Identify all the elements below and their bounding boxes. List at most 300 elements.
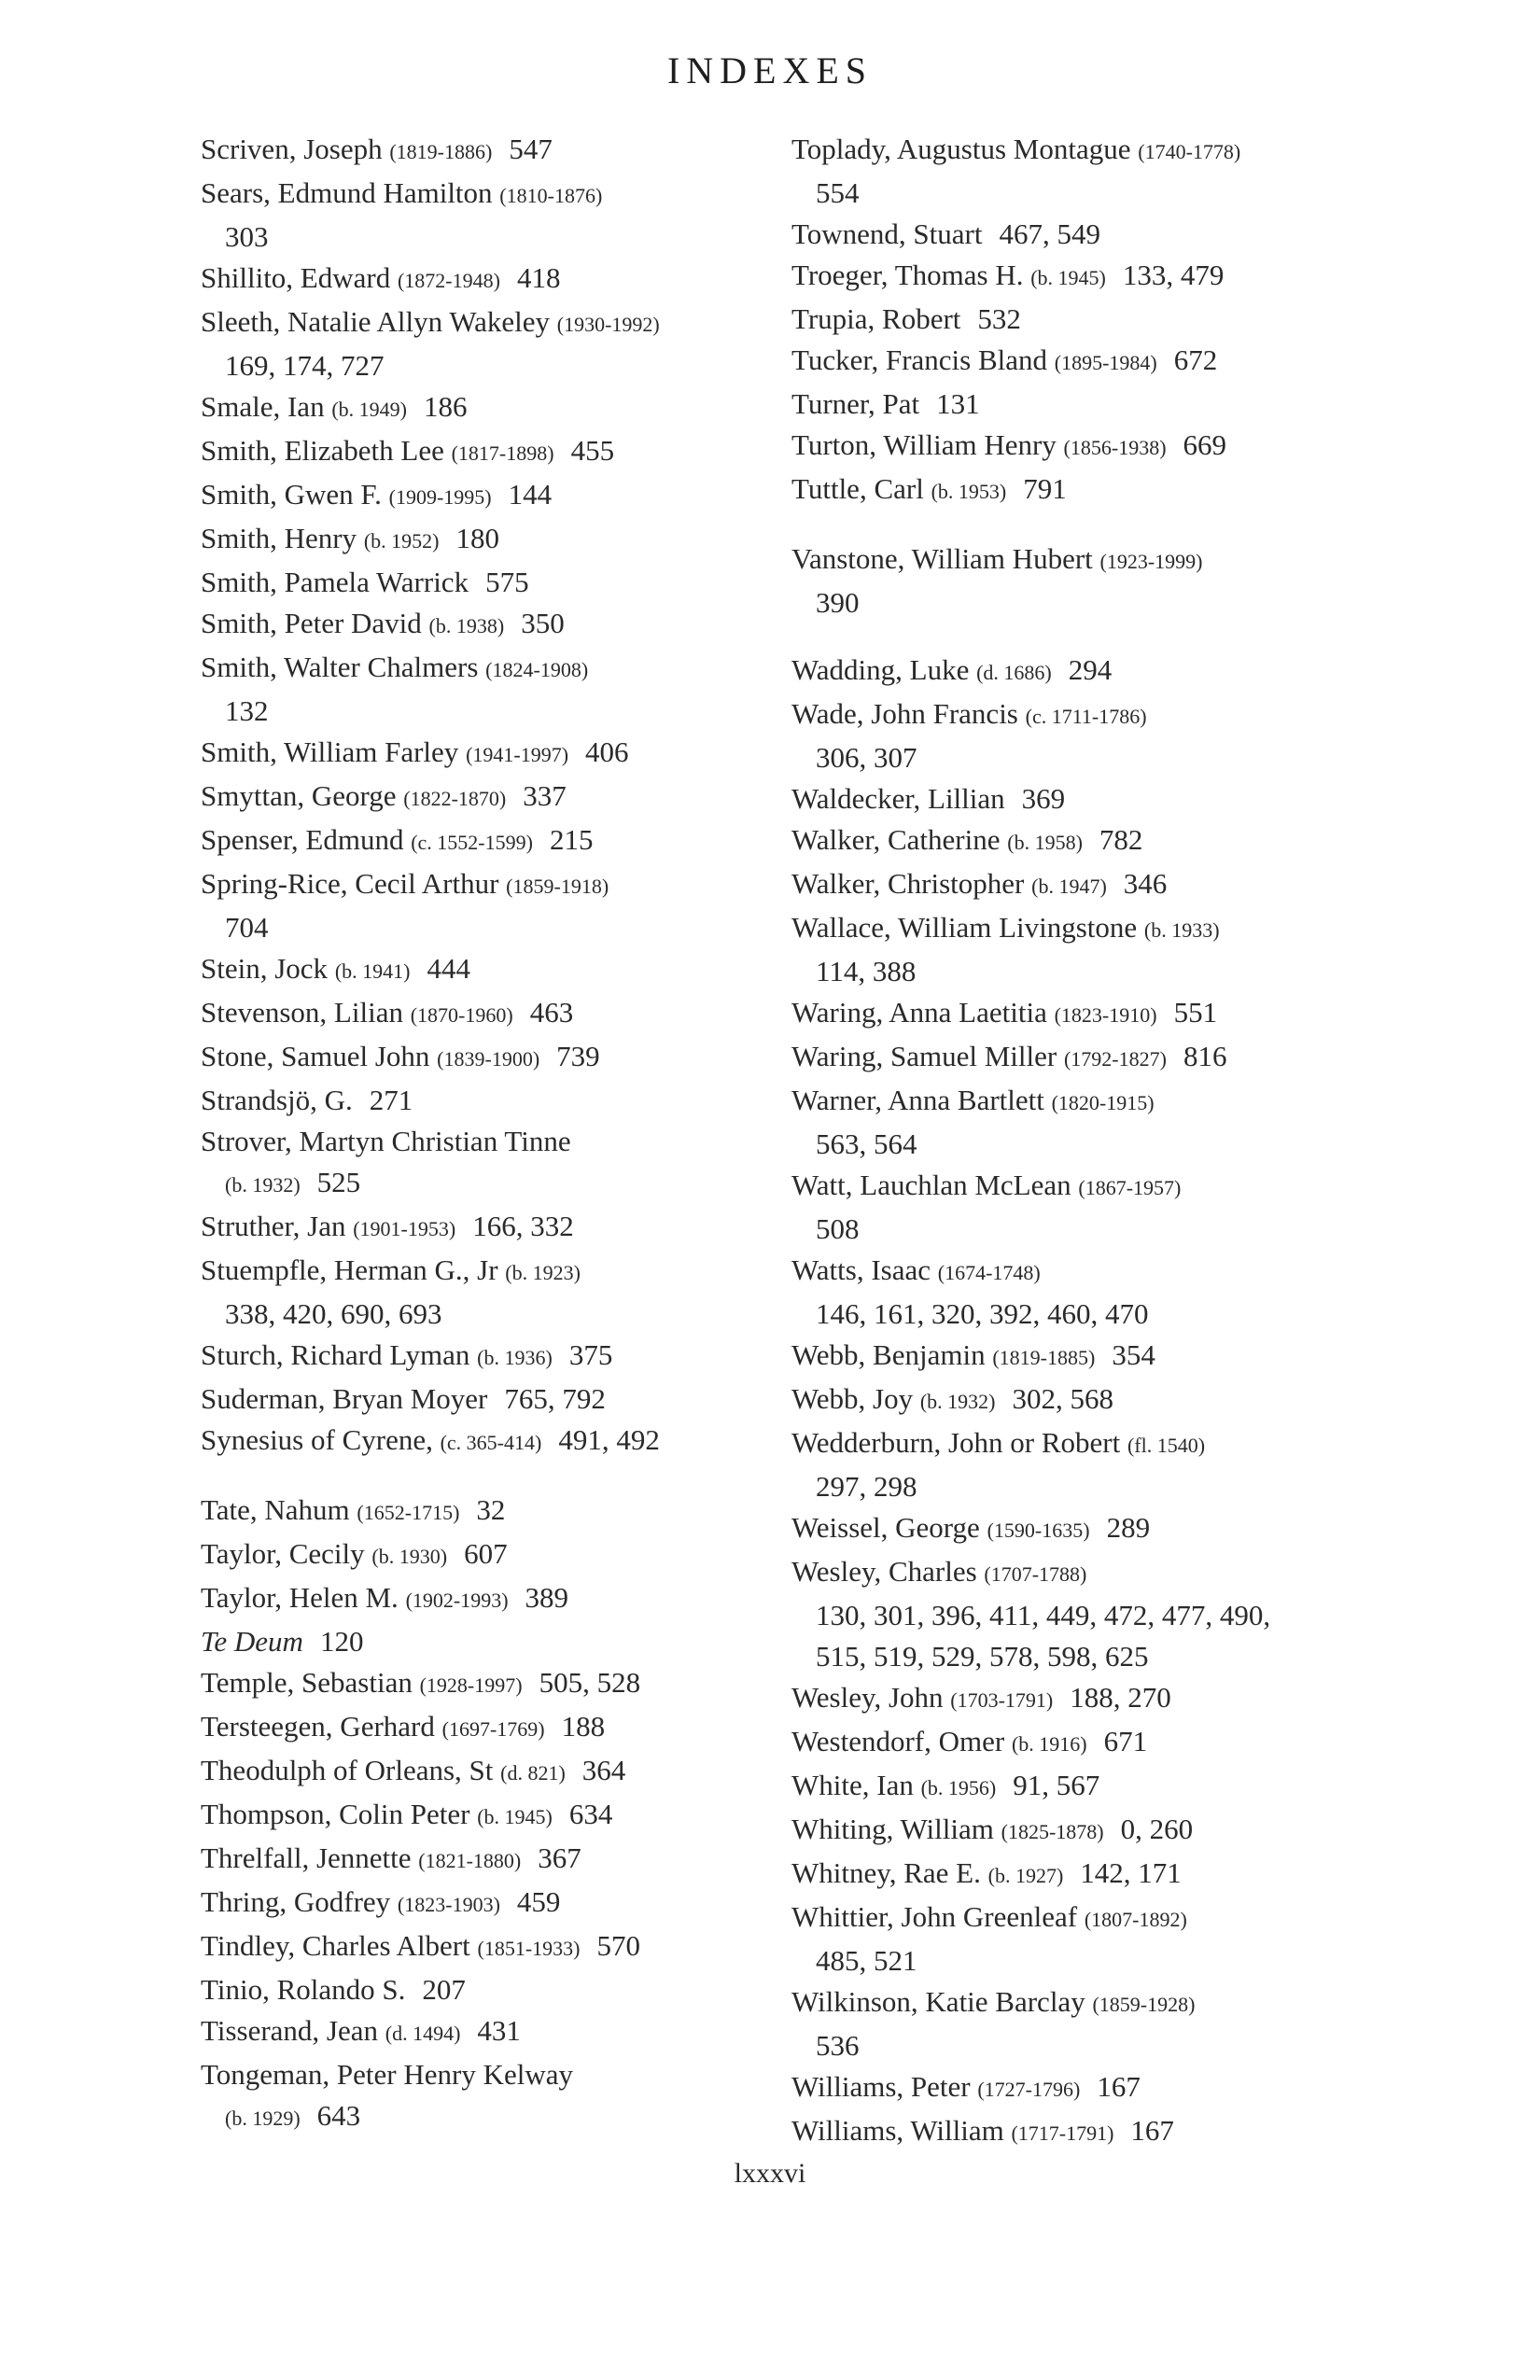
index-entry	[201, 1662, 807, 1706]
entry-name: Westendorf, Omer	[791, 1725, 1005, 1757]
index-entry	[201, 948, 807, 992]
entry-dates: (fl. 1540)	[1127, 1434, 1206, 1457]
index-entry	[201, 1420, 807, 1463]
entry-pages: 563, 564	[816, 1127, 917, 1160]
entry-dates: (b. 1945)	[1030, 266, 1106, 289]
index-entry	[201, 603, 807, 647]
entry-dates: (1674-1748)	[937, 1261, 1041, 1284]
entry-pages: 130, 301, 396, 411, 449, 472, 477, 490,	[816, 1599, 1271, 1631]
index-entry	[201, 1080, 807, 1121]
index-entry	[791, 2110, 1398, 2154]
entry-dates: (1930-1992)	[556, 313, 660, 336]
entry-pages: 669	[1183, 428, 1227, 461]
entry-name: Strover, Martyn Christian Tinne	[201, 1125, 571, 1157]
entry-pages: 337	[523, 779, 567, 812]
index-entry	[201, 301, 807, 386]
index-entry	[201, 863, 807, 948]
index-entry	[201, 1335, 807, 1379]
entry-pages: 547	[509, 133, 553, 165]
index-entry	[201, 129, 807, 173]
entry-name: Vanstone, William Hubert	[791, 542, 1093, 575]
entry-pages: 704	[225, 911, 269, 944]
entry-pages: 389	[525, 1581, 569, 1614]
entry-pages: 367	[538, 1841, 581, 1874]
index-entry	[791, 992, 1398, 1036]
entry-pages: 167	[1097, 2070, 1141, 2103]
entry-name: Tongeman, Peter Henry Kelway	[201, 2058, 573, 2091]
entry-pages: 607	[464, 1537, 508, 1570]
entry-name: Tindley, Charles Albert	[201, 1929, 470, 1962]
entry-dates: (1923-1999)	[1099, 550, 1203, 573]
entry-pages: 120	[319, 1625, 364, 1658]
entry-pages: 505, 528	[539, 1666, 641, 1699]
entry-dates: (b. 1956)	[920, 1776, 997, 1799]
entry-pages: 0, 260	[1120, 1813, 1194, 1845]
entry-dates: (1895-1984)	[1054, 351, 1157, 374]
entry-dates: (1901-1953)	[353, 1217, 456, 1240]
index-entry	[201, 1121, 807, 1206]
entry-pages: 459	[516, 1885, 561, 1918]
entry-dates: (1707-1788)	[984, 1562, 1087, 1586]
entry-continuation	[201, 217, 807, 258]
index-entry	[791, 1765, 1398, 1809]
entry-pages: 271	[369, 1084, 413, 1116]
entry-dates: (1859-1928)	[1092, 1993, 1196, 2016]
entry-continuation	[201, 2095, 807, 2139]
entry-name: Stein, Jock	[201, 952, 329, 985]
entry-dates: (d. 821)	[500, 1761, 566, 1785]
entry-name: Tisserand, Jean	[201, 2014, 379, 2047]
entry-pages: 375	[568, 1338, 613, 1371]
entry-dates: (1820-1915)	[1051, 1091, 1155, 1114]
entry-continuation	[791, 1466, 1398, 1507]
entry-pages: 575	[485, 566, 529, 598]
entry-dates: (d. 1686)	[976, 661, 1052, 684]
index-entry	[201, 562, 807, 603]
entry-dates: (b. 1945)	[477, 1805, 553, 1828]
entry-pages: 166, 332	[472, 1210, 574, 1242]
index-entry	[201, 1250, 807, 1335]
entry-name: Taylor, Helen M.	[201, 1581, 399, 1614]
entry-name: Turton, William Henry	[791, 428, 1057, 461]
entry-pages: 142, 171	[1080, 1856, 1182, 1889]
entry-name: Stevenson, Lilian	[201, 996, 403, 1029]
entry-pages: 525	[316, 1166, 361, 1198]
index-entry	[791, 778, 1398, 819]
entry-pages: 765, 792	[504, 1382, 606, 1415]
entry-continuation	[791, 737, 1398, 778]
entry-name: Strandsjö, G.	[201, 1084, 353, 1116]
entry-pages: 536	[816, 2029, 860, 2062]
entry-name: Whiting, William	[791, 1813, 994, 1845]
entry-pages: 114, 388	[816, 955, 917, 987]
entry-dates: (b. 1916)	[1011, 1732, 1087, 1756]
entry-pages: 350	[521, 607, 565, 639]
entry-pages: 169, 174, 727	[225, 349, 385, 382]
entry-name: Townend, Stuart	[791, 217, 983, 250]
index-column-right	[791, 129, 1398, 2154]
entry-name: Webb, Joy	[791, 1382, 914, 1415]
index-entry	[791, 1036, 1398, 1080]
index-entry	[791, 650, 1398, 693]
entry-pages: 186	[423, 390, 468, 423]
entry-name: Sleeth, Natalie Allyn Wakeley	[201, 305, 550, 338]
entry-pages: 289	[1106, 1511, 1151, 1544]
entry-name: Turner, Pat	[791, 387, 920, 420]
entry-pages: 532	[977, 302, 1021, 335]
entry-pages: 643	[316, 2099, 361, 2132]
index-column-left	[201, 129, 807, 2139]
index-entry	[201, 2010, 807, 2054]
index-entry	[791, 1853, 1398, 1897]
entry-name: Tersteegen, Gerhard	[201, 1710, 435, 1743]
entry-name: Wallace, William Livingstone	[791, 911, 1138, 944]
entry-dates: (b. 1932)	[919, 1390, 996, 1413]
index-entry	[791, 819, 1398, 863]
entry-pages: 816	[1183, 1040, 1227, 1072]
index-entry	[201, 776, 807, 819]
entry-pages: 463	[529, 996, 574, 1029]
index-entry	[791, 340, 1398, 384]
index-entry	[201, 173, 807, 258]
entry-name: Williams, William	[791, 2114, 1004, 2147]
index-entry	[791, 863, 1398, 907]
entry-dates: (1717-1791)	[1011, 2121, 1114, 2145]
entry-continuation	[791, 1209, 1398, 1250]
index-entry	[791, 469, 1398, 512]
entry-continuation	[201, 907, 807, 948]
entry-pages: 406	[585, 735, 629, 768]
entry-name: Tate, Nahum	[201, 1493, 350, 1526]
entry-name: Shillito, Edward	[201, 261, 391, 294]
entry-name: Suderman, Bryan Moyer	[201, 1382, 488, 1415]
entry-pages: 431	[477, 2014, 521, 2047]
entry-name: Smith, Pamela Warrick	[201, 566, 469, 598]
entry-pages: 485, 521	[816, 1944, 917, 1977]
entry-dates: (1928-1997)	[419, 1673, 523, 1697]
entry-name: Walker, Catherine	[791, 823, 1001, 856]
entry-continuation	[791, 1940, 1398, 1981]
entry-name: Waldecker, Lillian	[791, 782, 1005, 815]
entry-name: Warner, Anna Bartlett	[791, 1084, 1044, 1116]
index-entry	[201, 258, 807, 301]
entry-name: Smith, Peter David	[201, 607, 422, 639]
entry-dates: (1825-1878)	[1001, 1820, 1104, 1843]
index-entry	[791, 129, 1398, 214]
entry-continuation	[791, 1636, 1398, 1677]
entry-dates: (1821-1880)	[418, 1849, 522, 1872]
entry-pages: 132	[225, 694, 269, 727]
entry-name: Smith, William Farley	[201, 735, 459, 768]
entry-name: Wilkinson, Katie Barclay	[791, 1985, 1085, 2018]
entry-dates: (1810-1876)	[499, 184, 603, 207]
entry-name: Watts, Isaac	[791, 1253, 931, 1286]
entry-name: Stone, Samuel John	[201, 1040, 430, 1072]
entry-name: Spenser, Edmund	[201, 823, 404, 856]
entry-name: Synesius of Cyrene,	[201, 1423, 433, 1456]
letter-group-gap	[791, 623, 1398, 650]
index-entry	[201, 1706, 807, 1750]
entry-pages: 146, 161, 320, 392, 460, 470	[816, 1297, 1149, 1330]
entry-pages: 354	[1112, 1338, 1155, 1371]
entry-pages: 303	[225, 220, 269, 253]
entry-pages: 491, 492	[558, 1423, 660, 1456]
index-entry	[201, 1969, 807, 2010]
entry-pages: 346	[1123, 867, 1168, 900]
entry-dates: (b. 1941)	[334, 959, 411, 983]
entry-continuation	[201, 345, 807, 386]
entry-continuation	[791, 1294, 1398, 1335]
index-entry	[791, 907, 1398, 992]
index-entry	[201, 1206, 807, 1250]
index-entry	[201, 386, 807, 430]
entry-dates: (1590-1635)	[987, 1519, 1090, 1542]
entry-pages: 634	[568, 1798, 613, 1830]
index-entry	[201, 1750, 807, 1794]
entry-name: Troeger, Thomas H.	[791, 259, 1024, 291]
index-entry	[201, 1882, 807, 1925]
index-entry	[201, 430, 807, 474]
entry-name: Temple, Sebastian	[201, 1666, 413, 1699]
entry-pages: 467, 549	[999, 217, 1100, 250]
index-entry	[201, 819, 807, 863]
index-entry	[791, 2066, 1398, 2110]
entry-name: Wesley, Charles	[791, 1555, 977, 1588]
entry-name: Tucker, Francis Bland	[791, 343, 1048, 376]
entry-continuation	[201, 1162, 807, 1206]
index-entry	[791, 1422, 1398, 1507]
entry-continuation	[791, 2025, 1398, 2066]
entry-dates: (b. 1949)	[331, 398, 407, 421]
entry-dates: (1941-1997)	[466, 743, 569, 766]
entry-name: Sears, Edmund Hamilton	[201, 176, 493, 209]
entry-dates: (c. 365-414)	[440, 1431, 542, 1454]
entry-name: Toplady, Augustus Montague	[791, 133, 1131, 165]
entry-name: Te Deum	[201, 1625, 303, 1658]
entry-dates: (1902-1993)	[405, 1589, 509, 1612]
index-entry	[201, 1794, 807, 1838]
index-entry	[791, 1080, 1398, 1165]
index-entry	[201, 1577, 807, 1621]
running-head: INDEXES	[666, 49, 874, 91]
entry-pages: 32	[476, 1493, 506, 1526]
entry-continuation	[791, 951, 1398, 992]
index-entry	[791, 1809, 1398, 1853]
index-entry	[791, 1379, 1398, 1422]
index-entry	[201, 1533, 807, 1577]
entry-pages: 133, 479	[1122, 259, 1225, 291]
entry-pages: 508	[816, 1212, 860, 1245]
entry-dates: (1807-1892)	[1084, 1908, 1187, 1931]
entry-name: Taylor, Cecily	[201, 1537, 365, 1570]
entry-name: Threlfall, Jennette	[201, 1841, 412, 1874]
index-entry	[201, 2054, 807, 2139]
entry-dates: (1819-1886)	[389, 140, 493, 163]
entry-name: Walker, Christopher	[791, 867, 1025, 900]
entry-pages: 554	[816, 176, 860, 209]
entry-dates: (b. 1952)	[363, 529, 440, 553]
entry-pages: 570	[596, 1929, 640, 1962]
entry-name: Williams, Peter	[791, 2070, 971, 2103]
entry-dates: (c. 1552-1599)	[411, 831, 533, 854]
entry-pages: 207	[422, 1973, 466, 2006]
entry-dates: (1822-1870)	[403, 787, 507, 810]
entry-pages: 418	[516, 261, 561, 294]
entry-pages: 515, 519, 529, 578, 598, 625	[816, 1640, 1149, 1673]
index-entry	[201, 1036, 807, 1080]
page-number: lxxxvi	[734, 2158, 806, 2189]
entry-dates: (b. 1938)	[428, 614, 505, 637]
entry-name: Waring, Anna Laetitia	[791, 996, 1047, 1029]
entry-pages: 369	[1021, 782, 1066, 815]
entry-name: Struther, Jan	[201, 1210, 346, 1242]
index-entry	[201, 647, 807, 732]
entry-dates: (1859-1918)	[506, 875, 609, 898]
entry-dates: (1727-1796)	[977, 2078, 1081, 2101]
entry-pages: 338, 420, 690, 693	[225, 1297, 442, 1330]
entry-name: Wedderburn, John or Robert	[791, 1426, 1121, 1459]
entry-continuation	[791, 173, 1398, 214]
index-entry	[201, 1925, 807, 1969]
entry-dates: (1703-1791)	[950, 1688, 1054, 1712]
index-entry	[791, 1165, 1398, 1250]
entry-pages: 739	[556, 1040, 600, 1072]
index-entry	[791, 214, 1398, 255]
letter-group-gap	[201, 1463, 807, 1490]
entry-name: Spring-Rice, Cecil Arthur	[201, 867, 499, 900]
entry-pages: 144	[508, 478, 553, 511]
entry-dates: (1867-1957)	[1078, 1176, 1182, 1199]
entry-dates: (b. 1929)	[225, 2107, 301, 2130]
entry-dates: (1870-1960)	[410, 1003, 513, 1027]
entry-dates: (b. 1953)	[931, 480, 1007, 503]
entry-pages: 302, 568	[1012, 1382, 1114, 1415]
index-entry	[791, 1551, 1398, 1677]
entry-dates: (1792-1827)	[1063, 1047, 1167, 1071]
entry-dates: (b. 1923)	[505, 1261, 581, 1284]
index-entry	[791, 693, 1398, 778]
entry-pages: 91, 567	[1013, 1769, 1100, 1801]
index-entry	[201, 474, 807, 518]
entry-name: Smith, Gwen F.	[201, 478, 382, 511]
entry-name: Scriven, Joseph	[201, 133, 383, 165]
index-entry	[791, 384, 1398, 425]
index-entry	[791, 299, 1398, 340]
letter-group-gap	[791, 512, 1398, 539]
entry-continuation	[201, 1294, 807, 1335]
entry-name: Smith, Walter Chalmers	[201, 651, 479, 683]
entry-dates: (b. 1933)	[1143, 918, 1220, 942]
entry-name: Thring, Godfrey	[201, 1885, 391, 1918]
entry-continuation	[791, 1124, 1398, 1165]
entry-dates: (1697-1769)	[441, 1717, 545, 1741]
entry-name: Trupia, Robert	[791, 302, 961, 335]
entry-name: Watt, Lauchlan McLean	[791, 1169, 1071, 1201]
entry-dates: (1652-1715)	[357, 1501, 460, 1524]
entry-pages: 782	[1099, 823, 1143, 856]
entry-name: Thompson, Colin Peter	[201, 1798, 470, 1830]
entry-name: Whitney, Rae E.	[791, 1856, 981, 1889]
entry-dates: (b. 1927)	[987, 1864, 1064, 1887]
entry-dates: (b. 1947)	[1031, 875, 1107, 898]
entry-dates: (d. 1494)	[385, 2022, 461, 2045]
index-entry	[201, 732, 807, 776]
entry-dates: (1839-1900)	[437, 1047, 540, 1071]
entry-pages: 297, 298	[816, 1470, 917, 1503]
entry-dates: (b. 1932)	[225, 1173, 301, 1197]
entry-pages: 364	[581, 1754, 626, 1786]
entry-pages: 167	[1130, 2114, 1174, 2147]
entry-name: Sturch, Richard Lyman	[201, 1338, 470, 1371]
entry-pages: 294	[1068, 653, 1113, 686]
entry-name: Smith, Henry	[201, 522, 357, 554]
index-entry	[791, 1250, 1398, 1335]
entry-pages: 791	[1023, 472, 1067, 505]
index-entry	[791, 1507, 1398, 1551]
index-entry	[791, 1721, 1398, 1765]
index-entry	[201, 1838, 807, 1882]
entry-dates: (1856-1938)	[1063, 436, 1167, 459]
index-entry	[791, 425, 1398, 469]
entry-dates: (b. 1930)	[371, 1545, 448, 1568]
entry-pages: 455	[570, 434, 615, 467]
entry-pages: 306, 307	[816, 741, 917, 774]
entry-pages: 180	[455, 522, 499, 554]
entry-continuation	[791, 582, 1398, 623]
entry-name: Smyttan, George	[201, 779, 397, 812]
index-entry	[201, 1379, 807, 1420]
entry-pages: 188, 270	[1070, 1681, 1171, 1714]
index-entry	[791, 539, 1398, 623]
entry-name: Theodulph of Orleans, St	[201, 1754, 494, 1786]
entry-pages: 215	[549, 823, 594, 856]
entry-pages: 131	[936, 387, 980, 420]
entry-dates: (1740-1778)	[1138, 140, 1241, 163]
entry-dates: (1872-1948)	[397, 269, 500, 292]
entry-name: Waring, Samuel Miller	[791, 1040, 1057, 1072]
entry-name: Smith, Elizabeth Lee	[201, 434, 444, 467]
entry-dates: (1819-1885)	[992, 1346, 1096, 1369]
entry-pages: 672	[1173, 343, 1218, 376]
index-entry	[791, 255, 1398, 299]
entry-name: Wesley, John	[791, 1681, 944, 1714]
index-entry	[791, 1335, 1398, 1379]
entry-continuation	[201, 691, 807, 732]
entry-continuation	[791, 1595, 1398, 1636]
entry-pages: 671	[1103, 1725, 1148, 1757]
entry-name: White, Ian	[791, 1769, 914, 1801]
entry-dates: (1851-1933)	[477, 1937, 581, 1960]
entry-dates: (1823-1910)	[1054, 1003, 1157, 1027]
entry-pages: 188	[561, 1710, 606, 1743]
entry-dates: (1824-1908)	[485, 658, 589, 681]
entry-pages: 444	[427, 952, 470, 985]
index-entry	[791, 1897, 1398, 1981]
index-entry	[791, 1677, 1398, 1721]
entry-name: Wade, John Francis	[791, 697, 1018, 730]
index-entry	[201, 1621, 807, 1662]
index-entry	[201, 518, 807, 562]
index-entry	[791, 1981, 1398, 2066]
entry-dates: (1817-1898)	[451, 441, 554, 465]
index-entry	[201, 1490, 807, 1533]
entry-name: Weissel, George	[791, 1511, 980, 1544]
entry-name: Wadding, Luke	[791, 653, 970, 686]
index-entry	[201, 992, 807, 1036]
entry-pages: 551	[1173, 996, 1218, 1029]
entry-dates: (b. 1958)	[1007, 831, 1083, 854]
entry-name: Whittier, John Greenleaf	[791, 1900, 1078, 1933]
